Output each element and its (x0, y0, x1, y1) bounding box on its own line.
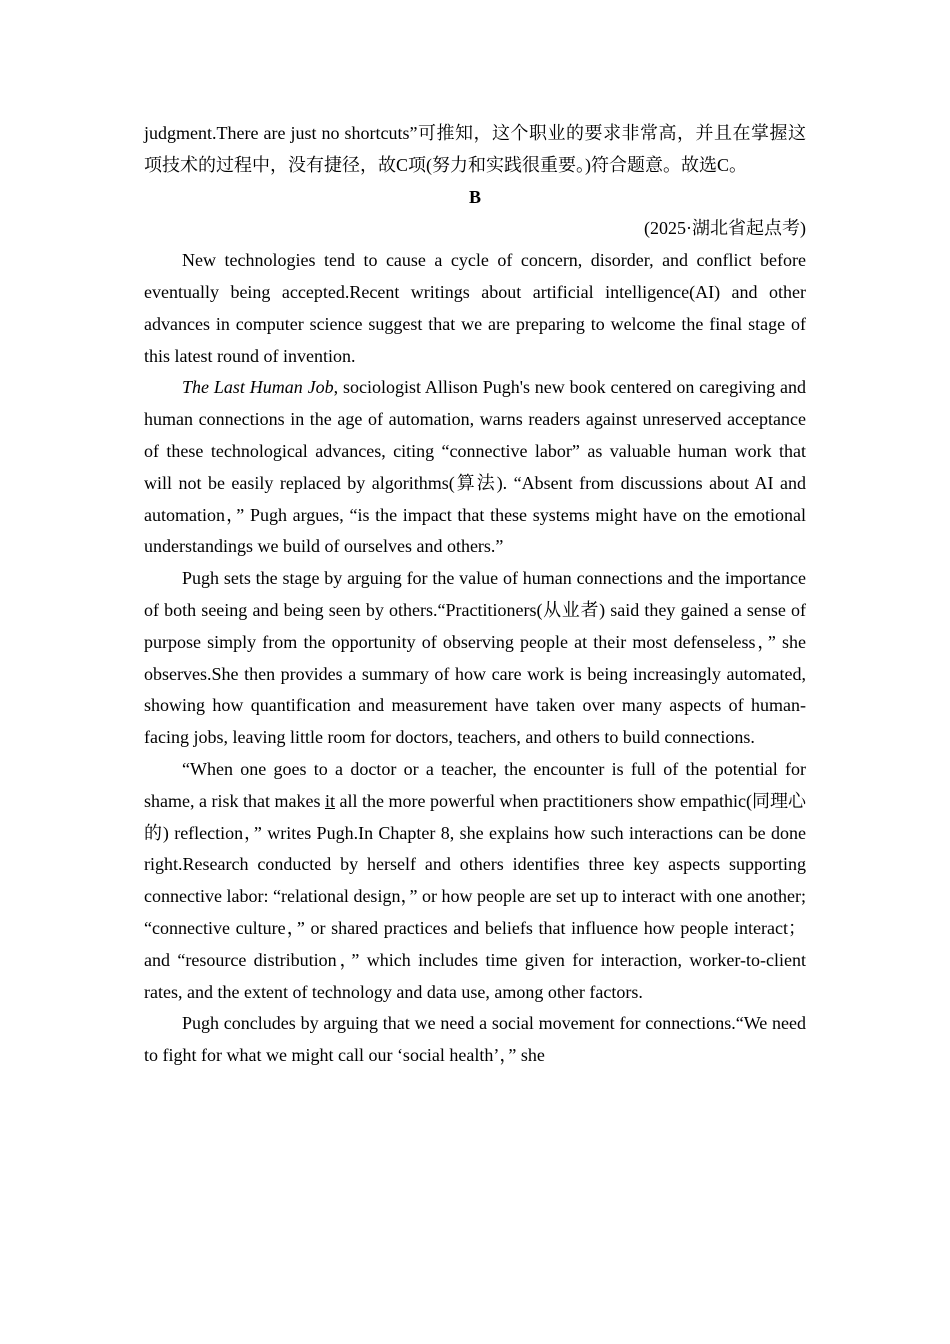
paragraph-4-text-start: “When one goes to a doctor or a teacher, the encounter is full of the potential for shame, a risk that makes (144, 758, 806, 811)
previous-answer-explanation: judgment.There are just no shortcuts”可推知，这个职业的要求非常高，并且在掌握这项技术的过程中，没有捷径，故C项(努力和实践很重要。)符合题意。故选C。 (144, 123, 806, 175)
paragraph-4-text-end: all the more powerful when practitioners show empathic(同理心的) reflection，” writes Pugh.In Chapter 8, she explains how such interactions can be done right.Research conducted by herself and others identifies three key aspects supporting connective labor: “relational design，” or how people are set up to interact with one another; “connective culture，” or shared practices and beliefs that influence how people interact； and “resource distribution，” which includes time given for interaction, worker-to-client rates, and the extent of technology and data use, among other factors. (144, 790, 806, 1002)
passage-paragraph-4 (144, 754, 806, 1008)
document-content (144, 118, 806, 1072)
passage-source: (2025·湖北省起点考) (644, 218, 806, 239)
section-heading: B (468, 186, 481, 207)
passage-paragraph-5: Pugh concludes by arguing that we need a social movement for connections.“We need to fight for what we might call our ‘social health’，” she (144, 1013, 806, 1066)
paragraph-2-text: , sociologist Allison Pugh's new book centered on caregiving and human connections in the age of automation, warns readers against unreserved acceptance of these technological advances, citing “connective labor” as valuable human work that will not be easily replaced by algorithms(算法). “Absent from discussions about AI and automation，” Pugh argues, “is the impact that these systems might have on the emotional understandings we build of ourselves and others.” (144, 377, 806, 557)
passage-paragraph-3: Pugh sets the stage by arguing for the value of human connections and the importance of both seeing and being seen by others.“Practitioners(从业者) said they gained a sense of purpose simply from the opportunity of observing people at their most defenseless，” she observes.She then provides a summary of how care work is being increasingly automated, showing how quantification and measurement have taken over many aspects of human-facing jobs, leaving little room for doctors, teachers, and others to build connections. (144, 568, 806, 748)
book-title: The Last Human Job (182, 377, 334, 398)
passage-paragraph-2 (144, 372, 806, 563)
underlined-word: it (325, 790, 336, 811)
passage-paragraph-1: New technologies tend to cause a cycle of concern, disorder, and conflict before eventually being accepted.Recent writings about artificial intelligence(AI) and other advances in computer science suggest that we are preparing to welcome the final stage of this latest round of invention. (144, 250, 806, 366)
